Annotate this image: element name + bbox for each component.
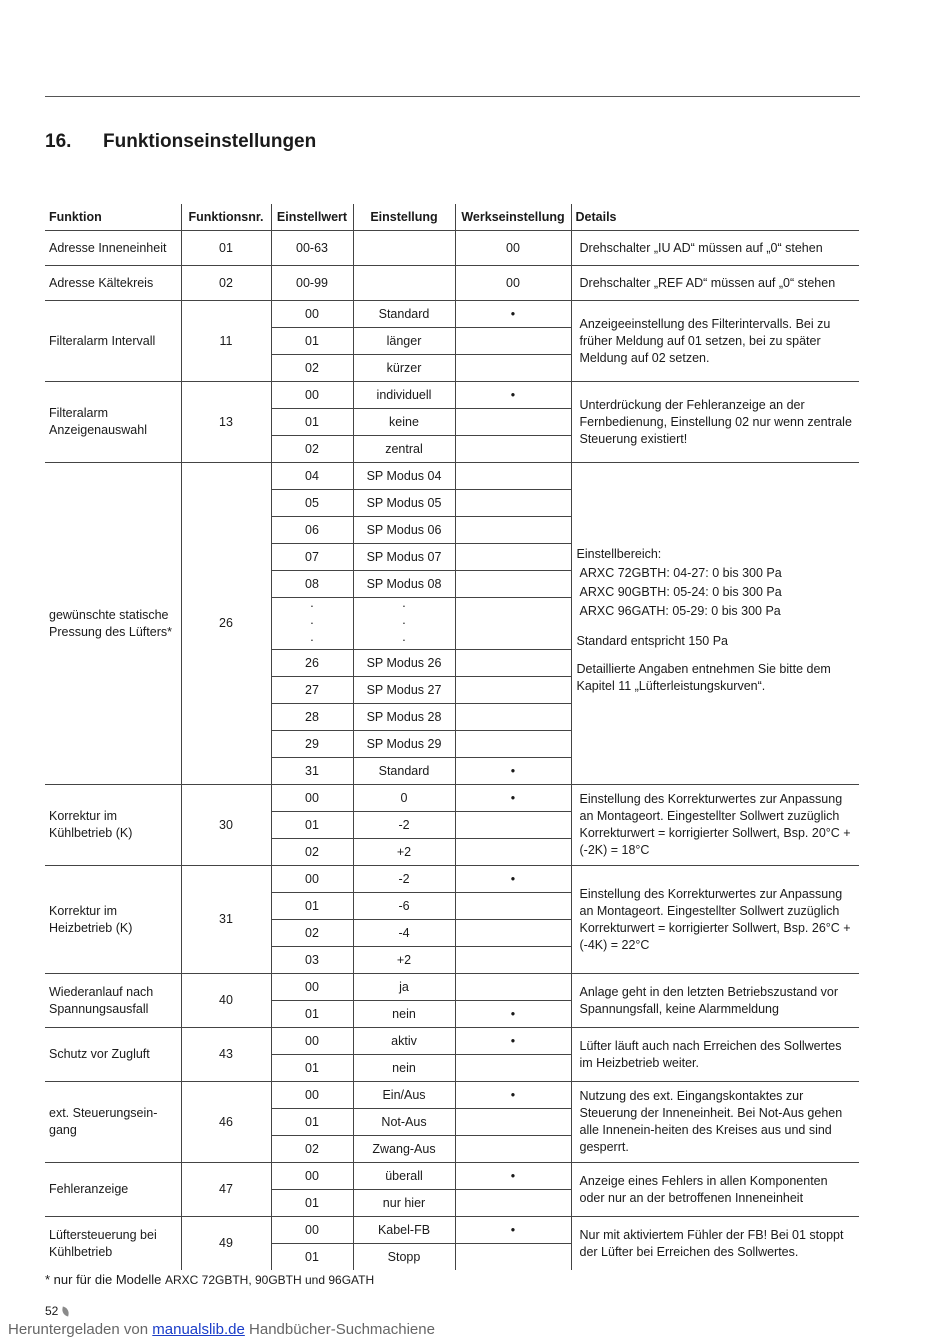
setting-value: 04 [271,463,353,490]
setting-value: 00 [271,1163,353,1190]
section-heading: Funktionseinstellungen [103,131,317,152]
function-number: 13 [181,382,271,463]
setting-label: keine [353,409,455,436]
function-number: 49 [181,1217,271,1271]
function-name: Filteralarm Intervall [45,301,181,382]
setting-value: 00 [271,974,353,1001]
function-details: Nur mit aktiviertem Fühler der FB! Bei 01 stoppt der Lüfter bei Erreichen des Sollwertes. [571,1217,859,1271]
setting-label: SP Modus 06 [353,517,455,544]
factory-setting: 00 [455,231,571,266]
function-number: 02 [181,266,271,301]
setting-label-ellipsis: · · · [353,598,455,650]
function-number: 31 [181,866,271,974]
factory-setting [455,490,571,517]
setting-label: individuell [353,382,455,409]
setting-value: 02 [271,920,353,947]
download-prefix: Heruntergeladen von [8,1321,149,1338]
function-name: Korrektur im Heizbetrieb (K) [45,866,181,974]
factory-setting [455,328,571,355]
function-number: 26 [181,463,271,785]
table-row [45,301,859,328]
function-name: Lüftersteuerung bei Kühlbetrieb [45,1217,181,1271]
section-number: 16. [45,131,72,152]
page-number [45,1304,69,1318]
setting-label: überall [353,1163,455,1190]
header-funktion: Funktion [45,204,181,231]
setting-value: 06 [271,517,353,544]
table-row [45,866,859,893]
factory-setting [455,1055,571,1082]
function-name: Wiederanlauf nach Spannungsausfall [45,974,181,1028]
factory-default-bullet: • [455,1217,571,1244]
table-row [45,266,859,301]
setting-value: 29 [271,731,353,758]
function-details: Lüfter läuft auch nach Erreichen des Sollwertes im Heizbetrieb weiter. [571,1028,859,1082]
table-row [45,463,859,490]
setting-label: -2 [353,866,455,893]
setting-value: 07 [271,544,353,571]
factory-setting [455,650,571,677]
factory-setting [455,839,571,866]
setting-value: 05 [271,490,353,517]
factory-default-bullet: • [455,382,571,409]
setting-label: 0 [353,785,455,812]
function-number: 46 [181,1082,271,1163]
function-number: 47 [181,1163,271,1217]
factory-default-bullet: • [455,785,571,812]
header-funktionsnr: Funktionsnr. [181,204,271,231]
factory-setting [455,1244,571,1271]
factory-setting [455,1190,571,1217]
function-number: 30 [181,785,271,866]
setting-value: 02 [271,436,353,463]
function-name: Adresse Inneneinheit [45,231,181,266]
factory-default-bullet: • [455,866,571,893]
setting-value: 01 [271,1190,353,1217]
header-werkseinstellung: Werkseinstellung [455,204,571,231]
factory-setting [455,463,571,490]
table-row [45,1082,859,1109]
function-settings-table [45,204,859,1270]
setting-label: Standard [353,758,455,785]
details-range-line: ARXC 72GBTH: 04-27: 0 bis 300 Pa [579,566,782,580]
factory-setting [455,355,571,382]
factory-default-bullet: • [455,1082,571,1109]
setting-value: 01 [271,1055,353,1082]
factory-default-bullet: • [455,1001,571,1028]
table-row [45,974,859,1001]
factory-default-bullet: • [455,758,571,785]
table-row [45,785,859,812]
setting-value: 01 [271,409,353,436]
setting-value: 00 [271,1082,353,1109]
setting-label: -4 [353,920,455,947]
top-rule [45,96,860,97]
setting-label: länger [353,328,455,355]
factory-default-bullet: • [455,1028,571,1055]
setting-value: 26 [271,650,353,677]
setting-label: aktiv [353,1028,455,1055]
setting-value: 00 [271,785,353,812]
function-number: 01 [181,231,271,266]
setting-value: 00 [271,1028,353,1055]
setting-label: nur hier [353,1190,455,1217]
factory-setting [455,1136,571,1163]
setting-label: Not-Aus [353,1109,455,1136]
setting-value: 02 [271,355,353,382]
factory-setting [455,517,571,544]
table-row [45,231,859,266]
factory-setting [455,947,571,974]
setting-value: 02 [271,1136,353,1163]
setting-label: Stopp [353,1244,455,1271]
setting-label: SP Modus 07 [353,544,455,571]
setting-value-ellipsis: · · · [271,598,353,650]
table-row [45,1163,859,1190]
function-name: gewünschte statische Pressung des Lüfters* [45,463,181,785]
setting-value: 02 [271,839,353,866]
footnote [45,1272,374,1287]
setting-label: SP Modus 28 [353,704,455,731]
function-name: Adresse Kältekreis [45,266,181,301]
setting-value: 00-63 [271,231,353,266]
setting-label: +2 [353,947,455,974]
factory-default-bullet: • [455,301,571,328]
setting-value: 03 [271,947,353,974]
function-details: Unterdrückung der Fehleranzeige an der Fernbedienung, Einstellung 02 nur wenn zentrale Steuerung existiert! [571,382,859,463]
header-einstellwert: Einstellwert [271,204,353,231]
footnote-models: ARXC 72GBTH, 90GBTH und 96GATH [164,1273,375,1287]
function-details: Anzeigeeinstellung des Filterintervalls. Bei zu früher Meldung auf 01 setzen, bei zu später Meldung auf 02 setzen. [571,301,859,382]
setting-label [353,266,455,301]
function-name: Filteralarm Anzeigenauswahl [45,382,181,463]
factory-setting [455,920,571,947]
factory-setting [455,677,571,704]
table-row [45,1217,859,1244]
footnote-lead: * nur für die Modelle [45,1272,162,1287]
setting-value: 00 [271,1217,353,1244]
setting-value: 00 [271,866,353,893]
setting-label: Kabel-FB [353,1217,455,1244]
table-row [45,382,859,409]
setting-value: 01 [271,812,353,839]
factory-setting: 00 [455,266,571,301]
details-standard: Standard entspricht 150 Pa [576,634,728,648]
setting-value: 00 [271,382,353,409]
function-details: Anlage geht in den letzten Betriebszustand vor Spannungsfall, keine Alarmmeldung [571,974,859,1028]
function-name: ext. Steuerungsein-gang [45,1082,181,1163]
setting-label: +2 [353,839,455,866]
setting-value: 31 [271,758,353,785]
function-details: Anzeige eines Fehlers in allen Komponenten oder nur an der betroffenen Inneneinheit [571,1163,859,1217]
table-row [45,1028,859,1055]
factory-setting [455,436,571,463]
setting-label: SP Modus 27 [353,677,455,704]
function-details: Einstellung des Korrekturwertes zur Anpassung an Montageort. Eingestellter Sollwert zuzüglich Korrekturwert = korrigierter Sollwert, Bsp. 26°C + (-4K) = 22°C [571,866,859,974]
setting-value: 28 [271,704,353,731]
factory-setting [455,1109,571,1136]
setting-label: kürzer [353,355,455,382]
setting-label: zentral [353,436,455,463]
factory-setting [455,598,571,650]
setting-label: nein [353,1001,455,1028]
function-number: 11 [181,301,271,382]
setting-value: 00-99 [271,266,353,301]
setting-value: 01 [271,1109,353,1136]
setting-label: SP Modus 05 [353,490,455,517]
factory-setting [455,731,571,758]
setting-label: SP Modus 04 [353,463,455,490]
function-details: Einstellung des Korrekturwertes zur Anpassung an Montageort. Eingestellter Sollwert zuzüglich Korrekturwert = korrigierter Sollwert, Bsp. 20°C + (-2K) = 18°C [571,785,859,866]
function-name: Fehleranzeige [45,1163,181,1217]
download-banner [8,1321,435,1338]
function-details: Nutzung des ext. Eingangskontaktes zur Steuerung der Inneneinheit. Bei Not-Aus gehen alle Innenein-heiten des Kreises aus und sind gesperrt. [571,1082,859,1163]
function-name: Schutz vor Zugluft [45,1028,181,1082]
manualslib-link[interactable]: manualslib.de [152,1321,245,1338]
function-number: 40 [181,974,271,1028]
setting-label: ja [353,974,455,1001]
factory-setting [455,544,571,571]
setting-label: Ein/Aus [353,1082,455,1109]
setting-label: -2 [353,812,455,839]
setting-value: 27 [271,677,353,704]
setting-value: 01 [271,328,353,355]
setting-value: 01 [271,1244,353,1271]
leaf-icon [62,1307,70,1317]
details-range-line: ARXC 96GATH: 05-29: 0 bis 300 Pa [579,604,781,618]
details-range-line: ARXC 90GBTH: 05-24: 0 bis 300 Pa [579,585,782,599]
function-number: 43 [181,1028,271,1082]
function-details [571,463,859,785]
setting-label: Standard [353,301,455,328]
page-number-text: 52 [45,1304,59,1318]
header-einstellung: Einstellung [353,204,455,231]
function-name: Korrektur im Kühlbetrieb (K) [45,785,181,866]
factory-default-bullet: • [455,1163,571,1190]
setting-value: 08 [271,571,353,598]
details-range-heading: Einstellbereich: [576,547,662,561]
setting-value: 01 [271,1001,353,1028]
factory-setting [455,893,571,920]
setting-label [353,231,455,266]
function-details: Drehschalter „REF AD“ müssen auf „0“ stehen [571,266,859,301]
table-header-row [45,204,859,231]
factory-setting [455,704,571,731]
setting-label: nein [353,1055,455,1082]
setting-label: SP Modus 08 [353,571,455,598]
setting-label: -6 [353,893,455,920]
factory-setting [455,812,571,839]
setting-label: SP Modus 29 [353,731,455,758]
setting-label: SP Modus 26 [353,650,455,677]
function-details: Drehschalter „IU AD“ müssen auf „0“ stehen [571,231,859,266]
setting-value: 01 [271,893,353,920]
setting-label: Zwang-Aus [353,1136,455,1163]
section-title [45,131,316,153]
header-details: Details [571,204,859,231]
factory-setting [455,409,571,436]
details-reference: Detaillierte Angaben entnehmen Sie bitte dem Kapitel 11 „Lüfterleistungskurven“. [576,662,831,693]
setting-value: 00 [271,301,353,328]
factory-setting [455,974,571,1001]
download-suffix: Handbücher-Suchmachiene [249,1321,435,1338]
factory-setting [455,571,571,598]
